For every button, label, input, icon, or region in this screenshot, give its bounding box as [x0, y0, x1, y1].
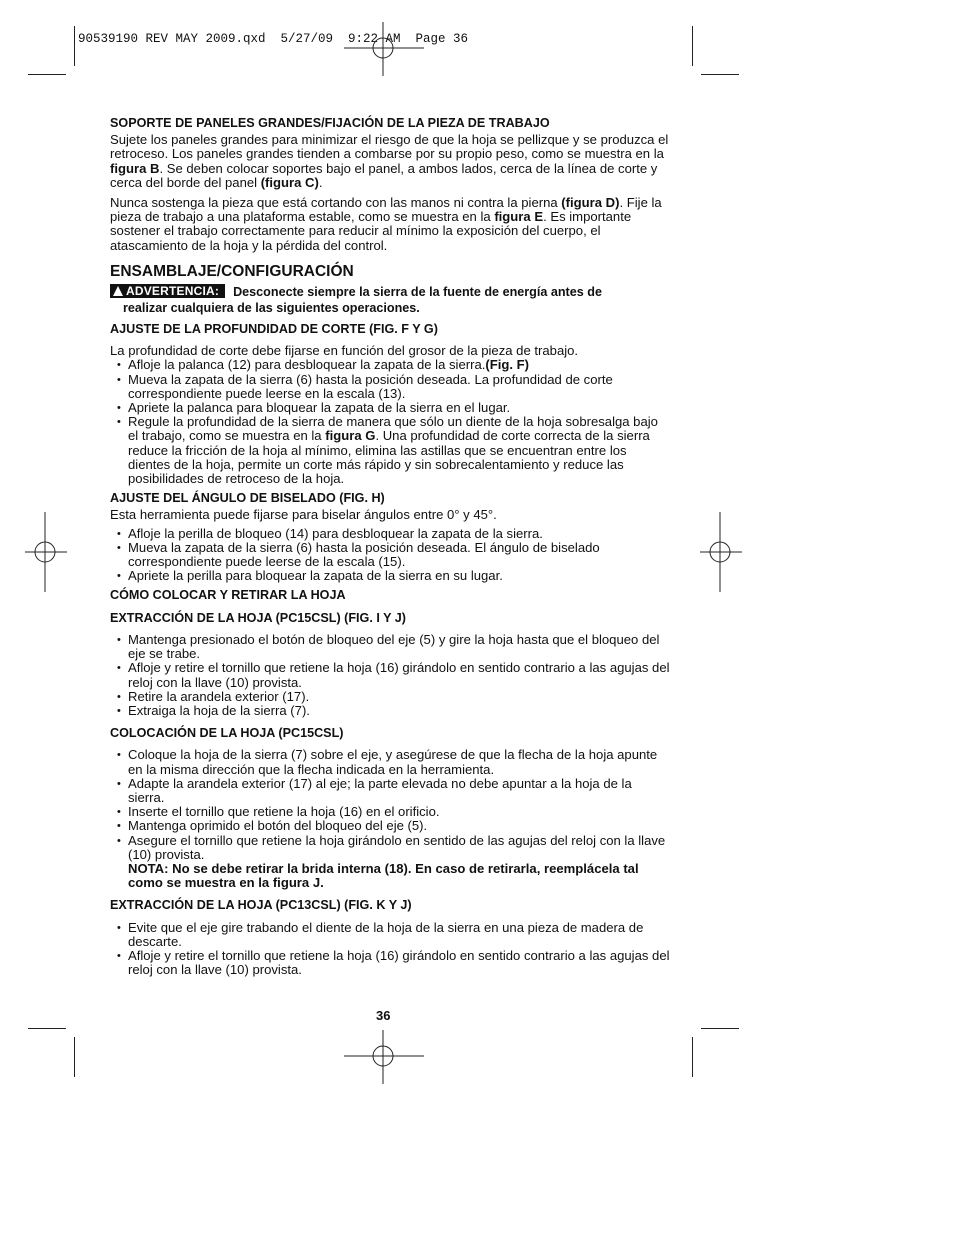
bevel-list [110, 527, 670, 584]
section-title-large-panels: SOPORTE DE PANELES GRANDES/FIJACIÓN DE LA PIEZA DE TRABAJO [110, 116, 550, 130]
crop-mark-top-left-h [28, 74, 66, 75]
registration-mark-right [700, 512, 742, 592]
section-title-bevel: AJUSTE DEL ÁNGULO DE BISELADO (FIG. H) [110, 491, 385, 506]
crop-mark-top-right-h [701, 74, 739, 75]
list-item: • Regule la profundidad de la sierra de manera que sólo un diente de la hoja sobresalga bajo el trabajo, como se muestra en la figura G. Una profundidad de corte correcta de la sierra reduce la fricción de la hoja al mínimo, elimina las astillas que se encuentran entre los dientes de la hoja, permite un corte más rápido y sin sobrecalentamiento y reduce las posibilidades de retroceso de la hoja. [117, 414, 658, 487]
warning-badge: ADVERTENCIA: [110, 284, 225, 298]
warning-block [110, 284, 670, 316]
paragraph-hold-workpiece: Nunca sostenga la pieza que está cortando con las manos ni contra la pierna (figura D). Fije la pieza de trabajo a una plataforma estable, como se muestra en la figura E. Es importante sostener el trabajo correctamente para reducir al mínimo la exposición del cuerpo, el atascamiento de la hoja y la pérdida del control. [110, 195, 662, 253]
list-item: • Apriete la perilla para bloquear la zapata de la sierra en su lugar. [117, 568, 503, 584]
paragraph-large-panels: Sujete los paneles grandes para minimizar el riesgo de que la hoja se pellizque y se produzca el retroceso. Los paneles grandes tienden a combarse por su propio peso, como se muestra en la figura B. Se deben colocar soportes bajo el panel, a ambos lados, cerca de la línea de corte y cerca del borde del panel (figura C). [110, 132, 669, 190]
list-item: • Mueva la zapata de la sierra (6) hasta la posición deseada. El ángulo de biselado correspondiente puede leerse de la escala (15). [117, 539, 600, 570]
section-title-remove-pc15: EXTRACCIÓN DE LA HOJA (PC15CSL) (FIG. I Y J) [110, 610, 406, 625]
page-content [110, 116, 670, 977]
note-inner-flange: NOTA: No se debe retirar la brida interna (18). En caso de retirarla, reemplácela tal como se muestra en la figura J. [128, 860, 639, 891]
crop-mark-top-left-v [74, 26, 75, 66]
crop-mark-bottom-left-v [74, 1037, 75, 1077]
section-title-blade: CÓMO COLOCAR Y RETIRAR LA HOJA [110, 588, 346, 603]
list-item: • Retire la arandela exterior (17). [117, 688, 310, 704]
list-item: • Mantenga oprimido el botón del bloqueo del eje (5). [117, 818, 428, 834]
list-item: • Extraiga la hoja de la sierra (7). [117, 702, 310, 718]
remove-pc15-list [110, 633, 670, 718]
list-item: • Afloje y retire el tornillo que retiene la hoja (16) girándolo en sentido contrario a las agujas del reloj con la llave (10) provista. [117, 660, 670, 690]
bevel-intro: Esta herramienta puede fijarse para biselar ángulos entre 0° y 45°. [110, 507, 497, 523]
crop-mark-top-right-v [692, 26, 693, 66]
registration-mark-bottom [344, 1030, 424, 1084]
warning-text-line2: realizar cualquiera de las siguientes operaciones. [123, 301, 420, 316]
list-item: • Mantenga presionado el botón de bloqueo del eje (5) y gire la hoja hasta que el bloqueo del eje se trabe. [117, 631, 660, 662]
crop-mark-bottom-left-h [28, 1028, 66, 1029]
crop-mark-bottom-right-h [701, 1028, 739, 1029]
crop-mark-bottom-right-v [692, 1037, 693, 1077]
registration-mark-left [25, 512, 67, 592]
depth-intro: La profundidad de corte debe fijarse en función del grosor de la pieza de trabajo. [110, 343, 579, 359]
warning-triangle-icon [113, 286, 123, 296]
depth-list [110, 358, 670, 486]
list-item: • Evite que el eje gire trabando el diente de la hoja de la sierra en una pieza de madera de descarte. [117, 919, 644, 949]
section-title-remove-pc13: EXTRACCIÓN DE LA HOJA (PC13CSL) (FIG. K Y J) [110, 898, 412, 913]
install-pc15-list [110, 748, 670, 862]
list-item: • Afloje la perilla de bloqueo (14) para desbloquear la zapata de la sierra. [117, 525, 543, 541]
list-item: • Inserte el tornillo que retiene la hoja (16) en el orificio. [117, 804, 440, 820]
list-item: • Afloje y retire el tornillo que retiene la hoja (16) girándolo en sentido contrario a las agujas del reloj con la llave (10) provista. [117, 947, 670, 978]
list-item: • Coloque la hoja de la sierra (7) sobre el eje, y asegúrese de que la flecha de la hoja apunte en la misma dirección que la flecha indicada en la herramienta. [117, 747, 658, 777]
list-item: • Mueva la zapata de la sierra (6) hasta la posición deseada. La profundidad de corte correspondiente puede leerse en la escala (13). [117, 371, 613, 401]
print-slug: 90539190 REV MAY 2009.qxd 5/27/09 9:22 AM Page 36 [78, 32, 469, 46]
warning-text-line1: Desconecte siempre la sierra de la fuente de energía antes de [233, 285, 602, 300]
heading-assembly: ENSAMBLAJE/CONFIGURACIÓN [110, 262, 354, 280]
list-item: • Apriete la palanca para bloquear la zapata de la sierra en el lugar. [117, 400, 511, 416]
section-title-install-pc15: COLOCACIÓN DE LA HOJA (PC15CSL) [110, 726, 344, 741]
page-number: 36 [376, 1008, 391, 1023]
list-item: • Afloje la palanca (12) para desbloquear la zapata de la sierra.(Fig. F) [117, 357, 530, 373]
remove-pc13-list [110, 921, 670, 978]
registration-mark-top [344, 22, 424, 76]
section-title-depth: AJUSTE DE LA PROFUNDIDAD DE CORTE (FIG. F Y G) [110, 322, 438, 337]
list-item: • Adapte la arandela exterior (17) al eje; la parte elevada no debe apuntar a la hoja de la sierra. [117, 775, 632, 805]
list-item: • Asegure el tornillo que retiene la hoja girándolo en sentido de las agujas del reloj con la llave (10) provista. [117, 832, 666, 862]
